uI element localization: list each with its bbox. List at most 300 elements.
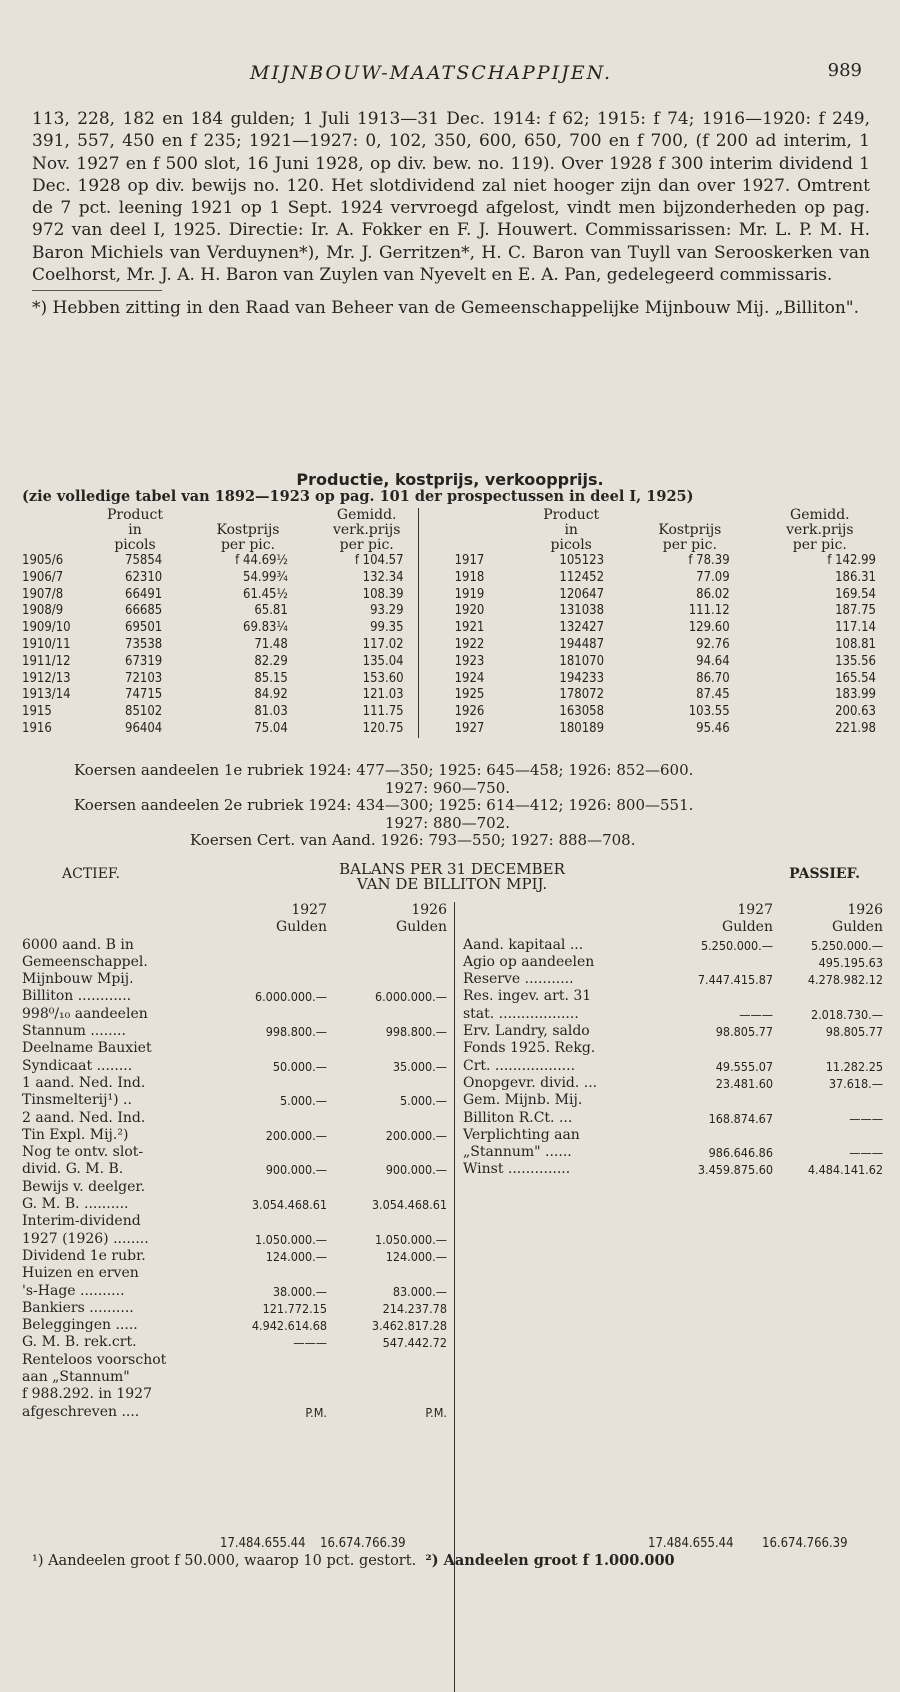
table-cell: 84.92 <box>254 687 288 703</box>
balance-value: ——— <box>293 1335 327 1351</box>
table-row <box>22 704 882 721</box>
table-cell: f 44.69½ <box>235 553 288 568</box>
col-head: Kostprijs <box>658 522 722 538</box>
table-row <box>22 671 882 688</box>
table-cell: 1910/11 <box>22 636 71 652</box>
col-head: in <box>128 522 142 538</box>
year-head: 1926 <box>847 902 883 918</box>
table-cell: 77.09 <box>696 569 730 585</box>
year-head: 1927 <box>737 902 773 918</box>
paragraph: 113, 228, 182 en 184 gulden; 1 Juli 1913—31 Dec. 1914: f 62; 1915: f 74; 1916—1920: f 249, 391, 557, 450 en f 235; 1921—1927: 0, 102, 350, 600, 650, 700 en f 700, (f 200 ad interim, 1 Nov. 1927 en f 500 slot, 16 Juni 1928, op div. bew. no. 119). Over 1928 f 300 interim dividend 1 Dec. 1928 op div. bewijs no. 120. Het slotdividend zal niet hooger zijn dan over 1927. Omtrent de 7 pct. leening 1921 op 1 Sept. 1924 vervroegd afgelost, vindt men bijzonderheden op pag. 972 van deel I, 1925. Directie: Ir. A. Fokker en F. J. Houwert. Commissarissen: Mr. L. P. M. H. Baron Michiels van Verduynen*), Mr. J. Gerritzen*, H. C. Baron van Tuyll van Serooskerken van Coelhorst, Mr. J. A. H. Baron van Zuylen van Nyevelt en E. A. Pan, gedelegeerd commissaris. <box>32 109 870 286</box>
balance-label: Renteloos voorschot <box>22 1351 167 1368</box>
balance-row <box>22 988 447 1005</box>
table-cell: 187.75 <box>835 603 876 619</box>
balance-row <box>455 1144 883 1161</box>
balance-value <box>212 1040 327 1057</box>
table-cell: 186.31 <box>835 569 876 585</box>
table-cell: 66491 <box>125 586 163 602</box>
table-cell: 65.81 <box>254 603 288 619</box>
balance-value <box>327 1386 447 1403</box>
table-cell: 72103 <box>125 670 163 686</box>
balance-row <box>22 1317 447 1334</box>
balance-label: Interim-dividend <box>22 1213 141 1230</box>
balance-row <box>22 1386 447 1403</box>
col-head: Gemidd. <box>336 507 397 523</box>
balance-row <box>22 1231 447 1248</box>
balance-label: Bewijs v. deelger. <box>22 1178 146 1195</box>
table-cell: 73538 <box>125 636 163 652</box>
col-head: Gemidd. <box>790 507 850 523</box>
balance-row <box>22 1144 447 1161</box>
table-cell: 61.45½ <box>243 586 288 602</box>
table-cell: 1907/8 <box>22 586 64 602</box>
balance-value: 50.000.— <box>272 1058 327 1074</box>
balance-label: G. M. B. rek.crt. <box>22 1334 137 1351</box>
balance-row <box>455 1023 883 1040</box>
balance-row <box>455 1161 883 1178</box>
balance-label: G. M. B. .......... <box>22 1196 129 1213</box>
table-cell: 1923 <box>418 654 520 671</box>
balance-value <box>663 1040 773 1057</box>
table-cell: 121.03 <box>362 687 404 703</box>
table-cell: 1920 <box>418 603 520 620</box>
balance-value: 35.000.— <box>392 1058 447 1074</box>
balance-row <box>22 1369 447 1386</box>
table-cell: 194233 <box>559 670 605 686</box>
table-cell: 1924 <box>418 671 520 688</box>
balance-value: 3.462.817.28 <box>371 1318 447 1334</box>
col-head: verk.prijs <box>786 522 854 538</box>
table-cell: 117.02 <box>362 636 404 652</box>
balance-row <box>22 1334 447 1351</box>
balance-value: 2.018.730.— <box>810 1006 883 1022</box>
total-right-1927: 17.484.655.44 <box>648 1536 734 1551</box>
balance-value <box>212 1179 327 1196</box>
balance-label: Deelname Bauxiet <box>22 1040 152 1057</box>
balance-row <box>455 1058 883 1075</box>
table-cell: 94.64 <box>696 653 730 669</box>
balance-label: Beleggingen ..... <box>22 1317 138 1334</box>
table-row <box>22 654 882 671</box>
table-cell: 1925 <box>418 687 520 704</box>
table-cell: 66685 <box>125 603 163 619</box>
balance-value <box>327 1213 447 1230</box>
table-cell: 111.12 <box>688 603 730 619</box>
table-cell: 1915 <box>22 704 52 720</box>
table-cell: 86.02 <box>696 586 730 602</box>
balance-value <box>663 1127 773 1144</box>
table-cell: 178072 <box>559 687 605 703</box>
balance-value <box>327 937 447 954</box>
balance-label: 1 aand. Ned. Ind. <box>22 1074 146 1091</box>
unit-head: Gulden <box>276 919 327 936</box>
balance-title-line: BALANS PER 31 DECEMBER <box>339 860 565 878</box>
balance-label: Crt. .................. <box>463 1057 576 1074</box>
balance-value: 998.800.— <box>265 1024 327 1040</box>
table-cell: 86.70 <box>696 670 730 686</box>
balance-row <box>22 1196 447 1213</box>
balance-value: 3.459.875.60 <box>697 1162 773 1178</box>
balance-label: 1927 (1926) ........ <box>22 1230 149 1247</box>
balance-value <box>212 1075 327 1092</box>
balance-value: 3.054.468.61 <box>371 1197 447 1213</box>
balance-row <box>22 937 447 954</box>
table-row <box>22 553 882 570</box>
table-cell: 1916 <box>22 720 52 736</box>
table-cell: 69.83¼ <box>243 620 288 636</box>
balance-row <box>22 1092 447 1109</box>
table-row <box>22 687 882 704</box>
balance-value: 23.481.60 <box>715 1075 773 1091</box>
balance-row <box>455 988 883 1005</box>
table-cell: 163058 <box>559 704 605 720</box>
table-row <box>22 587 882 604</box>
table-cell: 54.99¾ <box>243 569 288 585</box>
table-cell: 221.98 <box>835 720 876 736</box>
koers-line: 1927: 960—750. <box>385 778 511 797</box>
balance-row <box>22 1110 447 1127</box>
balance-value: 4.942.614.68 <box>251 1318 327 1334</box>
koers-line: Koersen aandeelen 2e rubriek 1924: 434—300; 1925: 614—412; 1926: 800—551. <box>74 796 694 814</box>
balance-row <box>22 1300 447 1317</box>
balance-value: 214.237.78 <box>382 1300 447 1316</box>
balance-label: Res. ingev. art. 31 <box>463 988 592 1005</box>
balance-row <box>22 1127 447 1144</box>
passief-column <box>454 902 883 1692</box>
col-head: Kostprijs <box>216 522 280 538</box>
footnote-1: ¹) Aandeelen groot f 50.000, waarop 10 pct. gestort. <box>32 1553 417 1569</box>
col-head: per pic. <box>339 537 394 553</box>
table-cell: 95.46 <box>696 720 730 736</box>
table-cell: 194487 <box>559 636 605 652</box>
balance-row <box>22 1283 447 1300</box>
balance-row <box>22 1265 447 1282</box>
balance-row <box>455 971 883 988</box>
balance-value <box>212 1386 327 1403</box>
balance-value <box>212 1265 327 1282</box>
balance-label: Mijnbouw Mpij. <box>22 971 134 988</box>
balance-label: Agio op aandeelen <box>463 953 595 970</box>
col-head: per pic. <box>662 537 717 553</box>
table-cell: 112452 <box>559 569 605 585</box>
balance-label: f 988.292. in 1927 <box>22 1386 152 1403</box>
table-cell: 1905/6 <box>22 553 64 568</box>
table-cell: f 104.57 <box>354 553 404 568</box>
table-cell: 82.29 <box>254 653 288 669</box>
total-left-1927: 17.484.655.44 <box>220 1536 306 1551</box>
table-cell: 1919 <box>418 587 520 604</box>
balance-label: Nog te ontv. slot- <box>22 1144 144 1161</box>
body-text <box>32 108 870 320</box>
col-head: picols <box>550 537 592 553</box>
balance-value: ——— <box>849 1145 883 1161</box>
table-cell: 129.60 <box>688 620 730 636</box>
balance-row <box>455 954 883 971</box>
table-cell: 153.60 <box>362 670 404 686</box>
balance-row <box>22 1161 447 1178</box>
table-cell: 99.35 <box>370 620 404 636</box>
col-head: per pic. <box>220 537 276 553</box>
balance-label: Bankiers .......... <box>22 1299 134 1316</box>
balance-row <box>22 1248 447 1265</box>
balance-value: 124.000.— <box>385 1248 447 1264</box>
table-cell: f 142.99 <box>827 553 876 568</box>
table-cell: 120.75 <box>362 720 404 736</box>
table-cell: 135.56 <box>835 653 876 669</box>
balance-value <box>212 954 327 971</box>
balance-value <box>327 954 447 971</box>
balance-value: 1.050.000.— <box>374 1231 447 1247</box>
balance-label: Huizen en erven <box>22 1265 139 1282</box>
balance-label: aan „Stannum" <box>22 1369 130 1386</box>
actief-column <box>22 902 447 1421</box>
table-cell: 200.63 <box>835 704 876 720</box>
balance-value <box>327 1040 447 1057</box>
balance-value <box>327 1110 447 1127</box>
balance-value: 986.646.86 <box>708 1145 773 1161</box>
balance-value: 998.800.— <box>385 1024 447 1040</box>
table-cell: 93.29 <box>370 603 404 619</box>
balance-value <box>773 1092 883 1109</box>
table-row <box>22 721 882 738</box>
balance-value: P.M. <box>305 1404 327 1420</box>
balance-value: 5.250.000.— <box>700 937 773 953</box>
year-head: 1926 <box>411 902 447 918</box>
balance-label: Onopgevr. divid. ... <box>463 1074 598 1091</box>
balance-row <box>22 1023 447 1040</box>
balance-value: 4.278.982.12 <box>807 972 883 988</box>
balance-value <box>212 1006 327 1023</box>
balance-row <box>22 1040 447 1057</box>
col-head: Product <box>107 507 163 523</box>
koersen-block <box>0 762 900 850</box>
balance-label: 6000 aand. B in <box>22 936 134 953</box>
balance-label: Dividend 1e rubr. <box>22 1247 146 1264</box>
balance-value <box>212 1144 327 1161</box>
year-head: 1927 <box>291 902 327 918</box>
balance-row <box>455 1040 883 1057</box>
balance-value <box>773 1040 883 1057</box>
balance-value <box>663 954 773 971</box>
balance-value: 900.000.— <box>385 1162 447 1178</box>
balance-label: Billiton ............ <box>22 988 132 1005</box>
table-cell: 180189 <box>559 720 605 736</box>
table-cell: 132.34 <box>362 569 404 585</box>
total-right-1926: 16.674.766.39 <box>762 1536 848 1551</box>
balance-value <box>773 1127 883 1144</box>
table-cell: 1917 <box>418 553 520 570</box>
balance-value: 1.050.000.— <box>254 1231 327 1247</box>
balance-value <box>663 1092 773 1109</box>
balance-value <box>212 971 327 988</box>
unit-head: Gulden <box>832 919 883 936</box>
table-cell: 1913/14 <box>22 687 71 703</box>
balance-label: Fonds 1925. Rekg. <box>463 1040 596 1057</box>
production-table <box>22 508 882 738</box>
balance-label: Reserve ........... <box>463 971 574 988</box>
balance-value: 547.442.72 <box>382 1335 447 1351</box>
balance-value <box>327 1144 447 1161</box>
table-cell: 108.81 <box>835 636 876 652</box>
balance-value: 37.618.— <box>828 1075 883 1091</box>
balance-row <box>22 1006 447 1023</box>
production-title: Productie, kostprijs, verkoopprijs. <box>296 470 604 489</box>
table-cell: 108.39 <box>362 586 404 602</box>
table-row <box>22 603 882 620</box>
actief-label: ACTIEF. <box>62 866 120 882</box>
balance-value: 124.000.— <box>265 1248 327 1264</box>
balance-value: 3.054.468.61 <box>251 1197 327 1213</box>
balance-value: 4.484.141.62 <box>807 1162 883 1178</box>
table-row <box>22 620 882 637</box>
table-cell: 169.54 <box>835 586 876 602</box>
balance-row <box>22 954 447 971</box>
balance-value <box>327 1352 447 1369</box>
balance-value <box>212 1110 327 1127</box>
table-cell: 131038 <box>559 603 605 619</box>
balance-label: 2 aand. Ned. Ind. <box>22 1109 146 1126</box>
production-subtitle: (zie volledige tabel van 1892—1923 op pag. 101 der prospectussen in deel I, 1925) <box>22 488 694 505</box>
footnote-star: *) Hebben zitting in den Raad van Beheer van de Gemeenschappelijke Mijnbouw Mij. „Billiton". <box>32 298 860 319</box>
table-cell: 75854 <box>125 553 163 568</box>
balance-label: „Stannum" ...... <box>463 1144 572 1161</box>
balance-row <box>22 1404 447 1421</box>
balance-value: 200.000.— <box>265 1127 327 1143</box>
table-cell: 71.48 <box>254 636 288 652</box>
balance-row <box>455 1075 883 1092</box>
balance-value: 5.000.— <box>279 1093 327 1109</box>
balance-label: afgeschreven .... <box>22 1403 140 1420</box>
balance-label: Gem. Mijnb. Mij. <box>463 1092 583 1109</box>
col-head: Product <box>543 507 600 523</box>
table-row <box>22 637 882 654</box>
balance-row <box>455 1127 883 1144</box>
balance-label: Verplichting aan <box>463 1126 580 1143</box>
table-cell: 62310 <box>125 569 163 585</box>
table-cell: 105123 <box>559 553 605 568</box>
footnotes <box>32 1552 882 1570</box>
balance-value: 200.000.— <box>385 1127 447 1143</box>
table-cell: 103.55 <box>688 704 730 720</box>
balance-value <box>773 988 883 1005</box>
table-cell: 87.45 <box>696 687 730 703</box>
balance-title-line: VAN DE BILLITON MPIJ. <box>356 875 548 893</box>
col-head: in <box>564 522 578 538</box>
balance-value <box>327 1179 447 1196</box>
balance-value <box>327 1006 447 1023</box>
balance-title <box>22 862 882 892</box>
balance-row <box>22 1352 447 1369</box>
unit-head: Gulden <box>722 919 773 936</box>
balance-row <box>22 971 447 988</box>
total-left-1926: 16.674.766.39 <box>320 1536 406 1551</box>
table-cell: 75.04 <box>254 720 288 736</box>
table-cell: 183.99 <box>835 687 876 703</box>
balance-value <box>212 937 327 954</box>
table-cell: 69501 <box>125 620 163 636</box>
balance-value: ——— <box>849 1110 883 1126</box>
table-cell: 1911/12 <box>22 653 71 669</box>
table-cell: 85102 <box>125 704 163 720</box>
table-row <box>22 570 882 587</box>
balance-label: Winst .............. <box>463 1161 571 1178</box>
table-cell: 165.54 <box>835 670 876 686</box>
table-cell: 85.15 <box>254 670 288 686</box>
balance-label: Erv. Landry, saldo <box>463 1023 590 1040</box>
table-cell: 67319 <box>125 653 163 669</box>
balance-label: Syndicaat ........ <box>22 1057 133 1074</box>
balance-value: P.M. <box>425 1404 447 1420</box>
balance-value <box>327 1369 447 1386</box>
balance-value: 7.447.415.87 <box>697 972 773 988</box>
balance-value: 11.282.25 <box>825 1058 883 1074</box>
balance-label: divid. G. M. B. <box>22 1161 124 1178</box>
balance-label: Gemeenschappel. <box>22 953 148 970</box>
balance-value: 98.805.77 <box>715 1024 773 1040</box>
balance-value: 5.250.000.— <box>810 937 883 953</box>
passief-label: PASSIEF. <box>789 866 860 882</box>
balance-label: Aand. kapitaal ... <box>463 936 584 953</box>
balance-value: 495.195.63 <box>818 954 883 970</box>
table-cell: 81.03 <box>254 704 288 720</box>
col-head: picols <box>114 537 156 553</box>
unit-head: Gulden <box>396 919 447 936</box>
page-header <box>0 62 900 92</box>
table-cell: 1922 <box>418 637 520 654</box>
balance-label: Billiton R.Ct. ... <box>463 1109 573 1126</box>
balance-row <box>455 937 883 954</box>
table-cell: 1908/9 <box>22 603 64 619</box>
balance-value: 6.000.000.— <box>374 989 447 1005</box>
balance-row <box>22 1075 447 1092</box>
koers-line: 1927: 880—702. <box>385 813 511 832</box>
balance-row <box>22 1179 447 1196</box>
table-cell: 117.14 <box>835 620 876 636</box>
table-cell: 1909/10 <box>22 620 71 636</box>
col-head: verk.prijs <box>332 522 401 538</box>
koers-line: Koersen aandeelen 1e rubriek 1924: 477—350; 1925: 645—458; 1926: 852—600. <box>74 761 694 779</box>
table-cell: 1927 <box>418 721 520 738</box>
balance-label: 998⁰/₁₀ aandeelen <box>22 1005 148 1022</box>
balance-value <box>663 988 773 1005</box>
balance-value: 168.874.67 <box>708 1110 773 1126</box>
footnote-2: ²) Aandeelen groot f 1.000.000 <box>425 1552 675 1569</box>
balance-row <box>22 1213 447 1230</box>
balance-value: ——— <box>739 1006 773 1022</box>
balance-value: 38.000.— <box>272 1283 327 1299</box>
balance-value <box>327 971 447 988</box>
balance-row <box>455 1110 883 1127</box>
balance-value <box>327 1265 447 1282</box>
footnote-rule <box>32 290 162 291</box>
table-cell: 74715 <box>125 687 163 703</box>
table-cell: 1926 <box>418 704 520 721</box>
balance-value: 121.772.15 <box>262 1300 327 1316</box>
balance-value: 83.000.— <box>392 1283 447 1299</box>
balance-label: 's-Hage .......... <box>22 1282 125 1299</box>
balance-value: 5.000.— <box>399 1093 447 1109</box>
balance-value <box>327 1075 447 1092</box>
table-cell: 92.76 <box>696 636 730 652</box>
table-cell: 1906/7 <box>22 569 64 585</box>
balance-value: 98.805.77 <box>825 1024 883 1040</box>
balance-value: 6.000.000.— <box>254 989 327 1005</box>
balance-row <box>455 1006 883 1023</box>
table-cell: 135.04 <box>362 653 404 669</box>
table-cell: 1918 <box>418 570 520 587</box>
table-cell: f 78.39 <box>688 553 730 568</box>
balance-value <box>212 1369 327 1386</box>
